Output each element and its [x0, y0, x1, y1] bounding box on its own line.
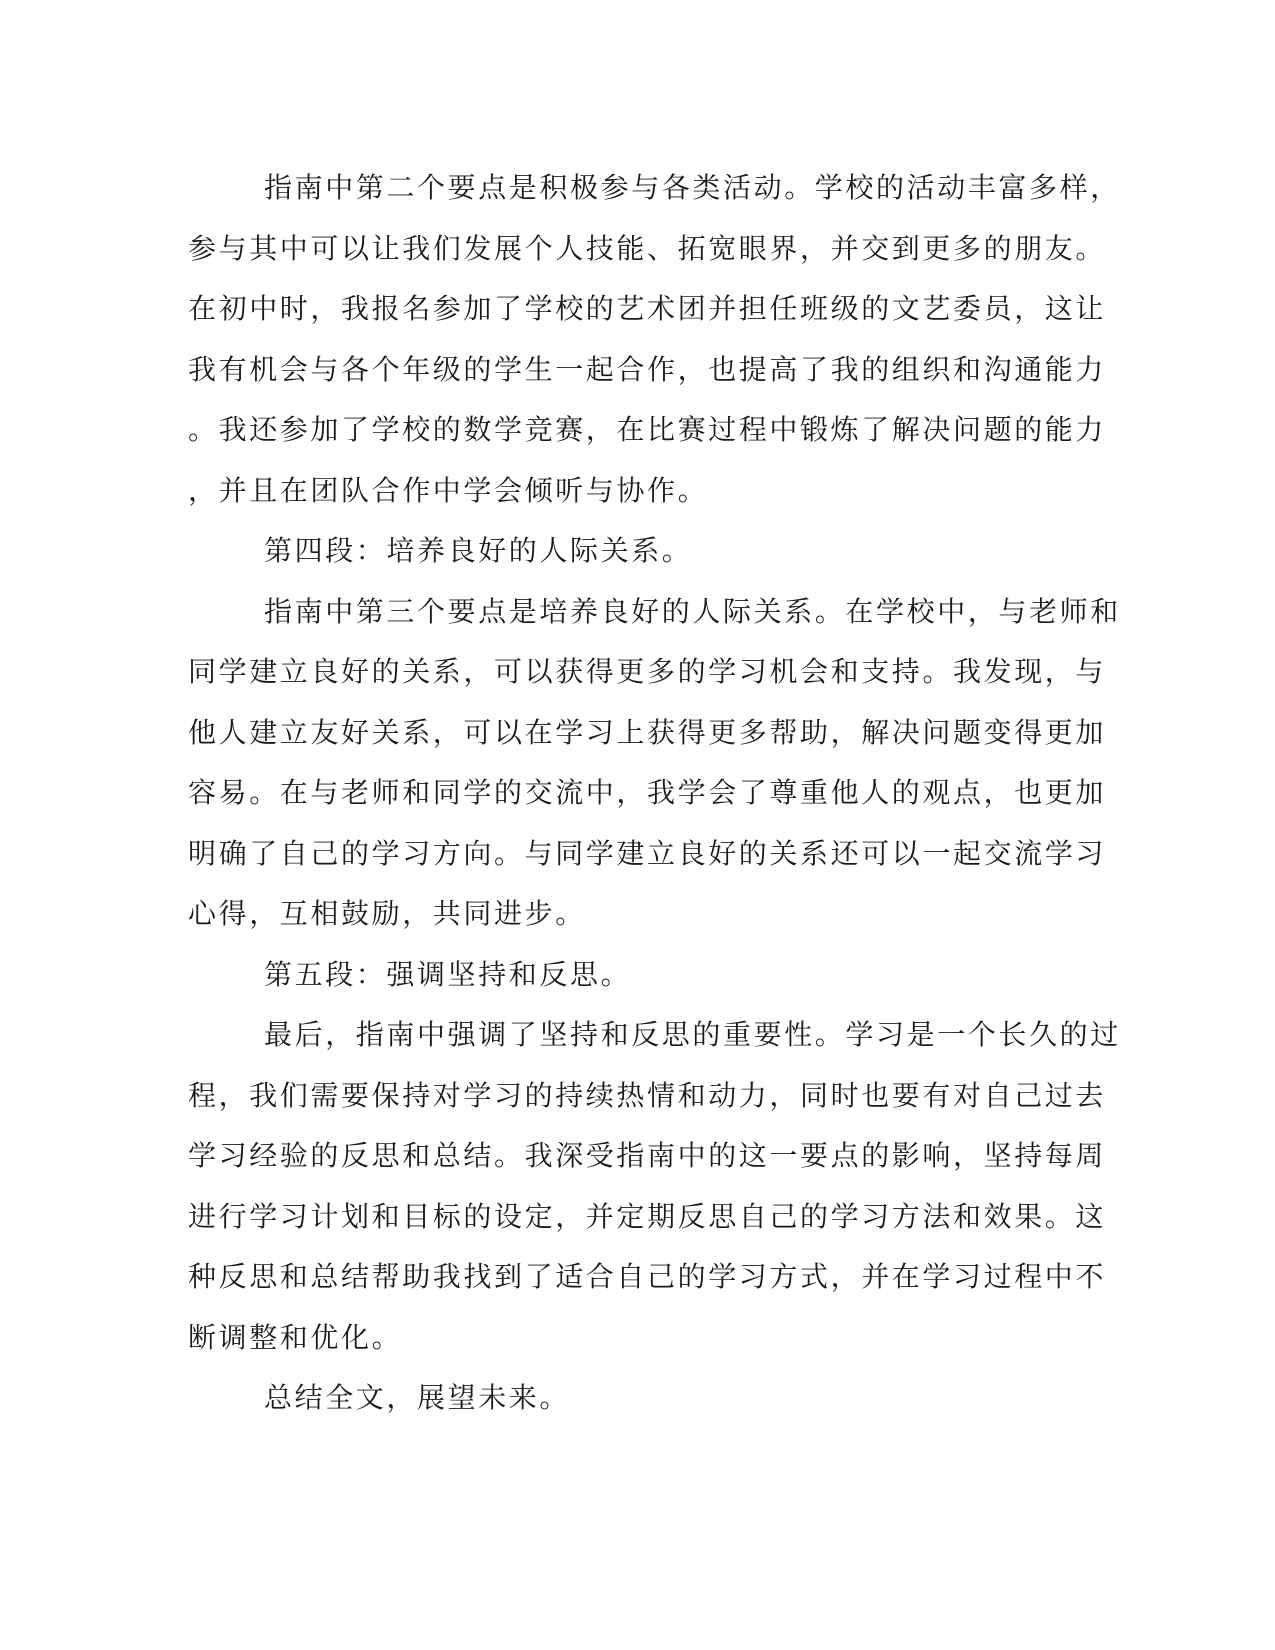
section-heading: 第五段：强调坚持和反思。 — [264, 957, 632, 991]
section-heading-five — [188, 945, 1073, 1006]
text-line: 在初中时，我报名参加了学校的艺术团并担任班级的文艺委员，这让 — [188, 292, 1107, 325]
paragraph-persistence — [188, 1005, 1121, 1368]
text-line: 心得，互相鼓励，共同进步。 — [188, 897, 586, 930]
text-line: 断调整和优化。 — [188, 1320, 403, 1354]
text-line: 参与其中可以让我们发展个人技能、拓宽眼界，并交到更多的朋友。 — [188, 231, 1107, 265]
text-line: 我有机会与各个年级的学生一起合作，也提高了我的组织和沟通能力 — [188, 352, 1107, 386]
text-line: 。我还参加了学校的数学竞赛，在比赛过程中锻炼了解决问题的能力 — [188, 413, 1107, 446]
text-line: 容易。在与老师和同学的交流中，我学会了尊重他人的观点，也更加 — [188, 776, 1107, 809]
section-heading: 总结全文，展望未来。 — [264, 1381, 571, 1414]
text-line: 程，我们需要保持对学习的持续热情和动力，同时也要有对自己过去 — [188, 1078, 1107, 1112]
text-line: 进行学习计划和目标的设定，并定期反思自己的学习方法和效果。这 — [188, 1199, 1107, 1233]
document-body — [188, 158, 1121, 1429]
text-line: 学习经验的反思和总结。我深受指南中的这一要点的影响，坚持每周 — [188, 1139, 1107, 1172]
text-line: 最后，指南中强调了坚持和反思的重要性。学习是一个长久的过 — [264, 1018, 1121, 1051]
text-line: 明确了自己的学习方向。与同学建立良好的关系还可以一起交流学习 — [188, 836, 1107, 870]
text-line: 他人建立友好关系，可以在学习上获得更多帮助，解决问题变得更加 — [188, 715, 1107, 749]
paragraph-activities — [188, 158, 1121, 521]
section-heading-conclusion — [188, 1368, 1073, 1429]
text-line: 同学建立良好的关系，可以获得更多的学习机会和支持。我发现，与 — [188, 655, 1107, 688]
paragraph-relationships — [188, 582, 1121, 945]
text-line: 指南中第三个要点是培养良好的人际关系。在学校中，与老师和 — [264, 594, 1121, 628]
section-heading: 第四段：培养良好的人际关系。 — [264, 534, 693, 567]
section-heading-four — [188, 521, 1073, 582]
text-line: 指南中第二个要点是积极参与各类活动。学校的活动丰富多样， — [264, 171, 1121, 204]
text-line: 种反思和总结帮助我找到了适合自己的学习方式，并在学习过程中不 — [188, 1260, 1107, 1293]
text-line: ，并且在团队合作中学会倾听与协作。 — [188, 473, 709, 507]
